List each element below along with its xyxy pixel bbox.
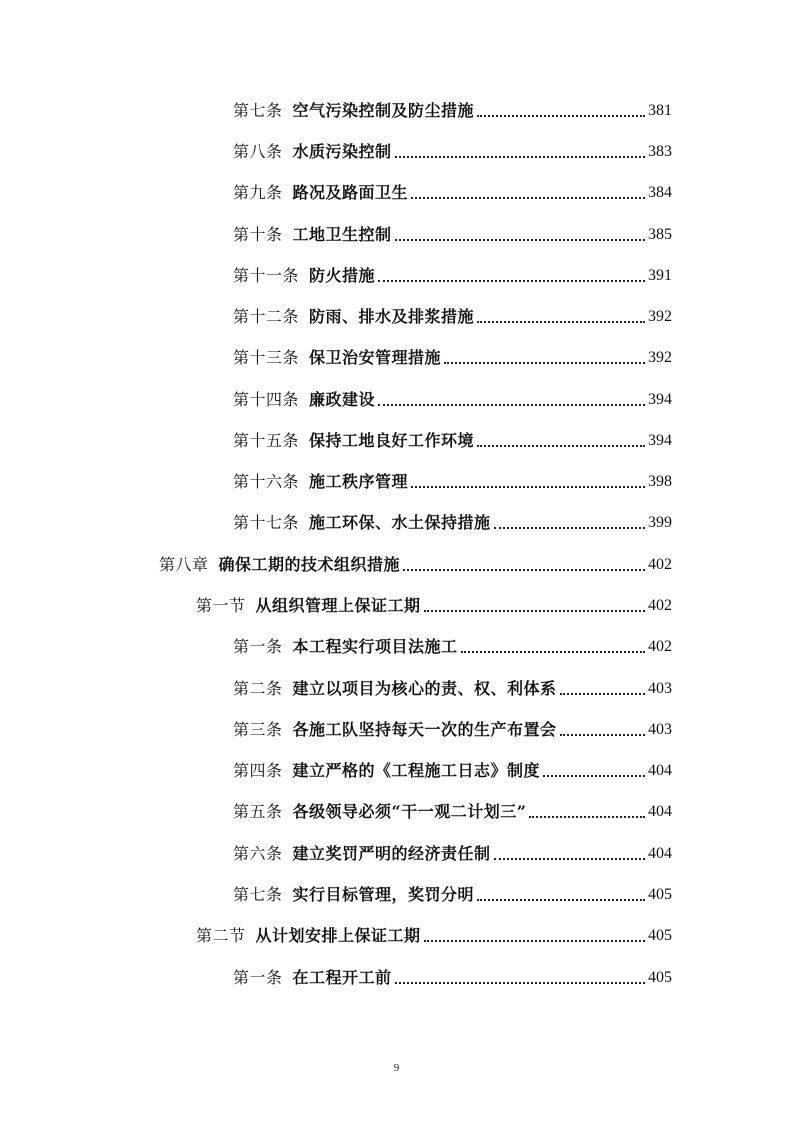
toc-entry-number: 第十五条 [233, 431, 300, 450]
toc-entry-number: 第二条 [233, 679, 283, 698]
toc-entry-title: 防雨、排水及排浆措施 [309, 307, 475, 326]
toc-entry-section[interactable] [196, 921, 672, 947]
toc-entry-number: 第七条 [233, 101, 283, 120]
toc-dot-leader [477, 445, 645, 447]
toc-entry-page: 405 [648, 927, 672, 944]
toc-entry[interactable] [233, 261, 672, 287]
toc-entry-page: 381 [648, 102, 672, 119]
toc-entry-number: 第六条 [233, 844, 283, 863]
toc-entry-page: 392 [648, 308, 672, 325]
toc-entry-title: 在工程开工前 [292, 968, 392, 987]
toc-dot-leader [494, 858, 645, 860]
toc-entry-number: 第八章 [159, 555, 209, 574]
toc-dot-leader [395, 982, 645, 984]
toc-entry-section[interactable] [196, 591, 672, 617]
toc-entry[interactable] [233, 343, 672, 369]
toc-entry-title: 施工环保、水土保持措施 [309, 513, 491, 532]
toc-entry-page: 402 [648, 597, 672, 614]
toc-entry[interactable] [233, 385, 672, 411]
toc-entry-page: 383 [648, 143, 672, 160]
toc-entry-number: 第四条 [233, 761, 283, 780]
toc-entry-number: 第一条 [233, 968, 283, 987]
toc-entry-page: 404 [648, 762, 672, 779]
toc-entry-page: 404 [648, 845, 672, 862]
toc-entry-page: 399 [648, 514, 672, 531]
toc-dot-leader [543, 775, 645, 777]
toc-dot-leader [424, 610, 645, 612]
toc-entry-page: 394 [648, 391, 672, 408]
toc-entry-title: 廉政建设 [309, 390, 376, 409]
toc-dot-leader [477, 321, 645, 323]
toc-dot-leader [395, 239, 645, 241]
toc-entry-title: 建立奖罚严明的经济责任制 [292, 844, 491, 863]
toc-entry[interactable] [233, 756, 672, 782]
toc-entry-page: 404 [648, 803, 672, 820]
toc-entry-number: 第五条 [233, 802, 283, 821]
toc-entry-title: 确保工期的技术组织措施 [218, 555, 401, 574]
toc-entry[interactable] [233, 963, 672, 989]
toc-entry-number: 第七条 [233, 885, 283, 904]
toc-entry-number: 第十二条 [233, 307, 300, 326]
toc-entry-title: 各施工队坚持每天一次的生产布置会 [292, 720, 557, 739]
toc-entry-number: 第九条 [233, 183, 283, 202]
toc-dot-leader [477, 115, 645, 117]
toc-entry-page: 398 [648, 473, 672, 490]
toc-entry-title: 实行目标管理，奖罚分明 [292, 885, 475, 904]
toc-entry-page: 384 [648, 184, 672, 201]
toc-entry[interactable] [233, 96, 672, 122]
toc-dot-leader [461, 651, 645, 653]
toc-entry-number: 第三条 [233, 720, 283, 739]
toc-entry-page: 403 [648, 721, 672, 738]
toc-entry-number: 第一条 [233, 637, 283, 656]
toc-entry-page: 405 [648, 969, 672, 986]
toc-entry-number: 第十一条 [233, 266, 300, 285]
toc-entry-page: 403 [648, 680, 672, 697]
toc-entry[interactable] [233, 797, 672, 823]
toc-entry[interactable] [233, 302, 672, 328]
toc-entry-page: 394 [648, 432, 672, 449]
toc-entry[interactable] [233, 715, 672, 741]
toc-entry-title: 保持工地良好工作环境 [309, 431, 475, 450]
toc-dot-leader [444, 362, 645, 364]
toc-entry-title: 工地卫生控制 [292, 225, 392, 244]
toc-entry[interactable] [233, 880, 672, 906]
toc-entry-title: 本工程实行项目法施工 [292, 637, 458, 656]
toc-dot-leader [494, 527, 645, 529]
toc-entry-number: 第十四条 [233, 390, 300, 409]
toc-entry-chapter[interactable] [159, 550, 672, 576]
toc-entry-title: 建立严格的《工程施工日志》制度 [292, 761, 541, 780]
toc-dot-leader [403, 569, 645, 571]
toc-entry[interactable] [233, 839, 672, 865]
toc-dot-leader [378, 280, 645, 282]
toc-entry-title: 各级领导必须“干一观二计划三” [292, 802, 527, 821]
toc-entry-page: 392 [648, 349, 672, 366]
toc-entry-title: 施工秩序管理 [309, 472, 409, 491]
toc-entry-number: 第十条 [233, 225, 283, 244]
toc-dot-leader [378, 404, 645, 406]
toc-entry-number: 第十六条 [233, 472, 300, 491]
toc-entry-title: 保卫治安管理措施 [309, 348, 442, 367]
toc-entry[interactable] [233, 632, 672, 658]
toc-dot-leader [560, 734, 645, 736]
toc-entry-title: 防火措施 [309, 266, 376, 285]
toc-entry-title: 从组织管理上保证工期 [255, 596, 421, 615]
toc-entry-title: 空气污染控制及防尘措施 [292, 101, 475, 120]
toc-entry-title: 水质污染控制 [292, 142, 392, 161]
toc-entry-number: 第八条 [233, 142, 283, 161]
toc-entry[interactable] [233, 178, 672, 204]
toc-dot-leader [477, 899, 645, 901]
toc-entry-title: 建立以项目为核心的责、权、利体系 [292, 679, 557, 698]
toc-dot-leader [395, 156, 645, 158]
toc-entry[interactable] [233, 220, 672, 246]
toc-entry-number: 第二节 [196, 926, 246, 945]
toc-entry-page: 385 [648, 226, 672, 243]
toc-entry-page: 391 [648, 267, 672, 284]
toc-dot-leader [424, 940, 645, 942]
toc-entry-title: 路况及路面卫生 [292, 183, 409, 202]
toc-dot-leader [529, 816, 645, 818]
toc-entry[interactable] [233, 426, 672, 452]
toc-dot-leader [411, 486, 645, 488]
toc-entry[interactable] [233, 674, 672, 700]
toc-entry-number: 第十三条 [233, 348, 300, 367]
page-number: 9 [393, 1062, 400, 1074]
toc-entry-page: 402 [648, 556, 672, 573]
toc-dot-leader [560, 693, 645, 695]
toc-entry[interactable] [233, 137, 672, 163]
toc-entry-number: 第一节 [196, 596, 246, 615]
toc-entry[interactable] [233, 508, 672, 534]
toc-entry[interactable] [233, 467, 672, 493]
toc-entry-title: 从计划安排上保证工期 [255, 926, 421, 945]
toc-entry-page: 402 [648, 638, 672, 655]
toc-entry-number: 第十七条 [233, 513, 300, 532]
toc-dot-leader [411, 197, 645, 199]
toc-entry-page: 405 [648, 886, 672, 903]
